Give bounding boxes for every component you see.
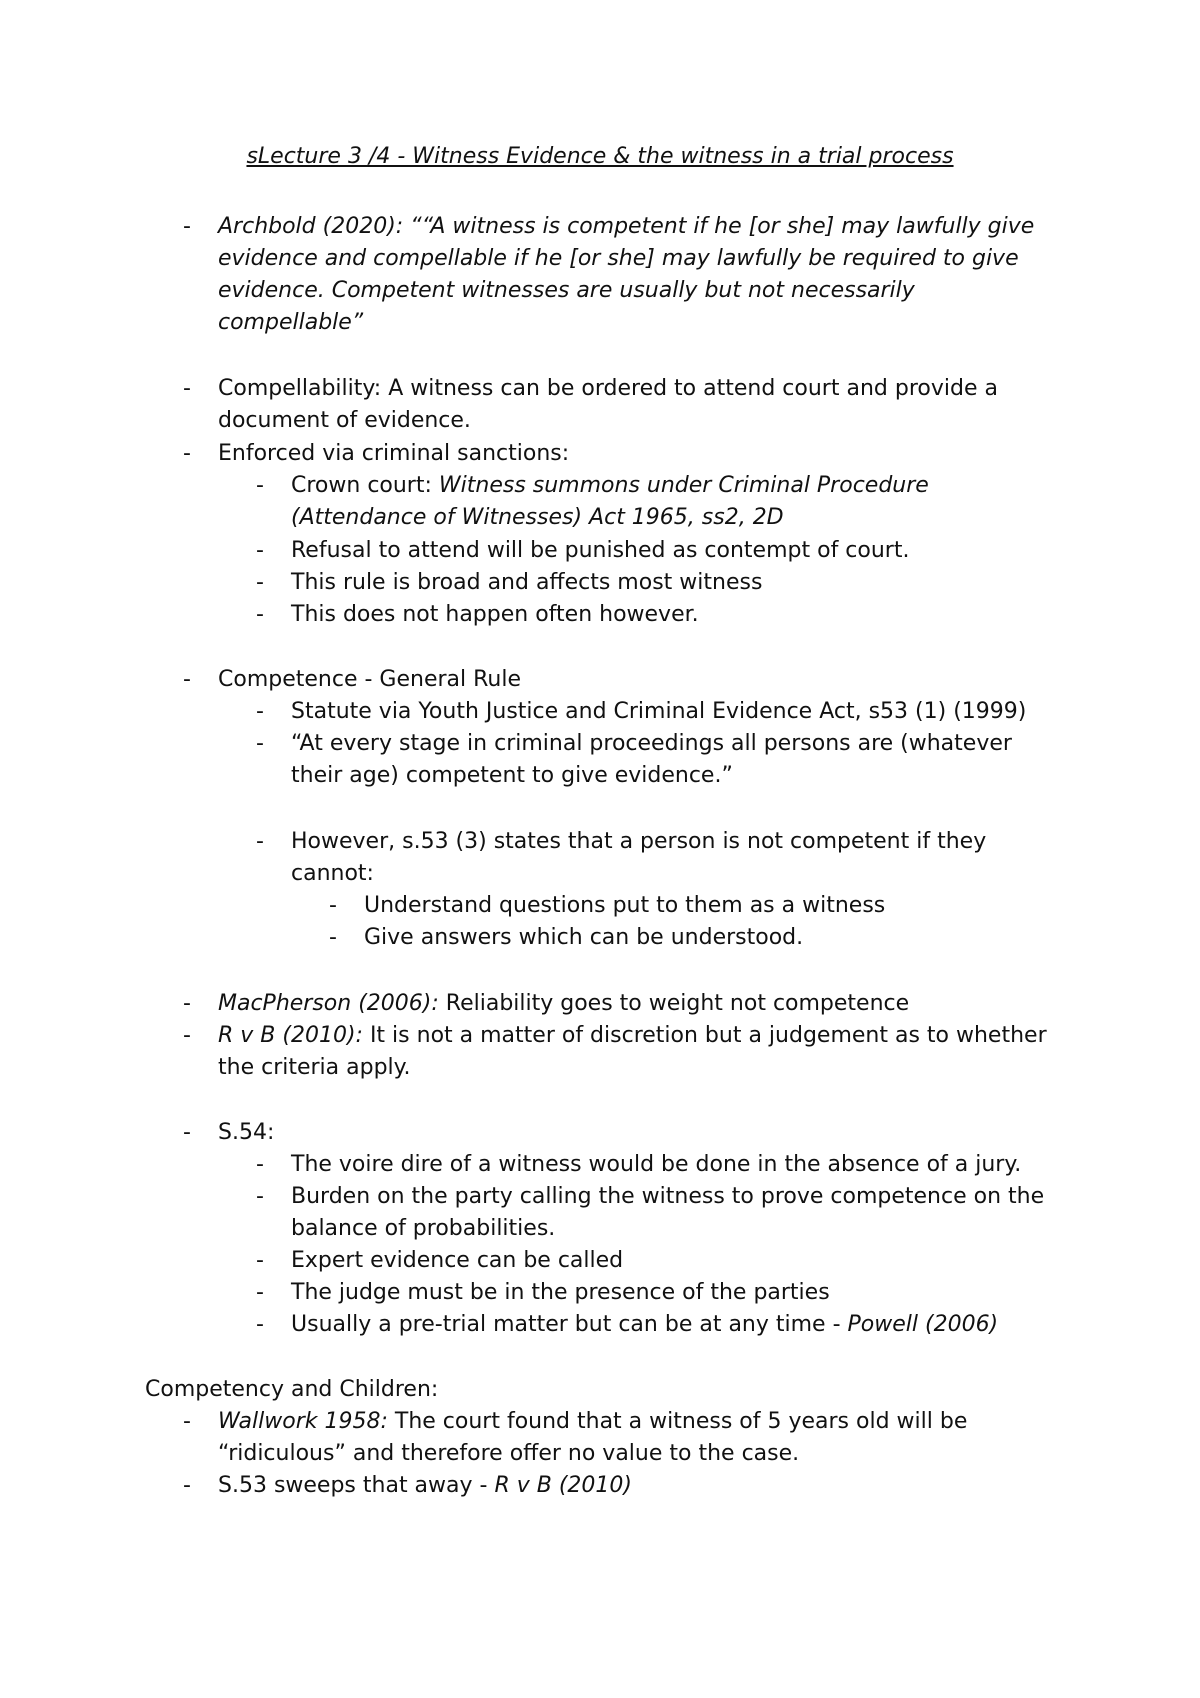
bullet-dash: -: [183, 376, 191, 401]
bullet-dash: -: [256, 602, 264, 627]
voire-dire-text: The voire dire of a witness would be done in the absence of a jury.: [291, 1152, 1022, 1177]
archbold-line-4: compellable”: [218, 310, 364, 335]
list-item-s54: [183, 1117, 274, 1149]
pre-trial-text: Usually a pre-trial matter but can be at any time -: [291, 1312, 848, 1337]
list-item-burden: [256, 1181, 1044, 1245]
list-item-competence: [183, 664, 521, 696]
bullet-dash: -: [183, 991, 191, 1016]
list-item-voire-dire: [256, 1149, 1021, 1181]
bullet-dash: -: [256, 473, 264, 498]
bullet-dash: -: [183, 1120, 191, 1145]
archbold-line-2: evidence and compellable if he [or she] may lawfully be required to give: [218, 246, 1019, 271]
wallwork-case: Wallwork 1958:: [218, 1409, 388, 1434]
list-item-macpherson: [183, 988, 909, 1020]
bullet-dash: -: [329, 925, 337, 950]
list-item-crown-court: [256, 470, 929, 534]
page-title: sLecture 3 /4 - Witness Evidence & the witness in a trial process: [246, 144, 954, 169]
list-item-compellability: [183, 373, 998, 437]
statute-text: Statute via Youth Justice and Criminal Evidence Act, s53 (1) (1999): [291, 699, 1027, 724]
list-item-give-answers: [329, 922, 803, 954]
powell-case: Powell (2006): [847, 1312, 999, 1337]
however-line-1: However, s.53 (3) states that a person is not competent if they: [291, 829, 987, 854]
bullet-dash: -: [329, 893, 337, 918]
bullet-dash: -: [256, 699, 264, 724]
bullet-dash: -: [183, 667, 191, 692]
wallwork-text: The court found that a witness of 5 years old will be: [387, 1409, 968, 1434]
bullet-dash: -: [183, 1023, 191, 1048]
list-item-judge: [256, 1277, 830, 1309]
crown-court-statute-line-1: Witness summons under Criminal Procedure: [438, 473, 929, 498]
refusal-text: Refusal to attend will be punished as contempt of court.: [291, 538, 910, 563]
bullet-dash: -: [183, 1409, 191, 1434]
give-answers-text: Give answers which can be understood.: [364, 925, 804, 950]
wallwork-line-2: “ridiculous” and therefore offer no value to the case.: [218, 1441, 800, 1466]
quote-line-2: their age) competent to give evidence.”: [291, 763, 733, 788]
bullet-dash: -: [183, 214, 191, 239]
expert-text: Expert evidence can be called: [291, 1248, 624, 1273]
r-v-b-case: R v B (2010):: [218, 1023, 363, 1048]
list-item-not-often: [256, 599, 699, 631]
list-item-pre-trial: [256, 1309, 998, 1341]
list-item-expert: [256, 1245, 623, 1277]
crown-court-prefix: Crown court:: [291, 473, 439, 498]
bullet-dash: -: [183, 441, 191, 466]
bullet-dash: -: [256, 570, 264, 595]
bullet-dash: -: [256, 1152, 264, 1177]
list-item-s53-sweeps: [183, 1470, 632, 1502]
bullet-dash: -: [256, 1280, 264, 1305]
list-item-wallwork: [183, 1406, 967, 1470]
judge-text: The judge must be in the presence of the parties: [291, 1280, 830, 1305]
list-item-archbold: [183, 211, 1034, 339]
quote-line-1: “At every stage in criminal proceedings all persons are (whatever: [291, 731, 1012, 756]
bullet-dash: -: [256, 731, 264, 756]
crown-court-statute-line-2: (Attendance of Witnesses) Act 1965, ss2, 2D: [291, 505, 784, 530]
list-item-enforced: [183, 438, 569, 470]
bullet-dash: -: [256, 1184, 264, 1209]
enforced-label: Enforced via criminal sanctions:: [218, 441, 570, 466]
however-line-2: cannot:: [291, 861, 374, 886]
competence-label: Competence - General Rule: [218, 667, 521, 692]
bullet-dash: -: [256, 829, 264, 854]
archbold-line-3: evidence. Competent witnesses are usually but not necessarily: [218, 278, 915, 303]
list-item-refusal: [256, 535, 909, 567]
r-v-b-line-2: the criteria apply.: [218, 1055, 411, 1080]
macpherson-case: MacPherson (2006):: [218, 991, 439, 1016]
list-item-however: [256, 826, 986, 890]
compellability-line-2: document of evidence.: [218, 408, 471, 433]
bullet-dash: -: [256, 538, 264, 563]
section-heading-children: Competency and Children:: [145, 1377, 439, 1402]
list-item-r-v-b: [183, 1020, 1047, 1084]
compellability-line-1: Compellability: A witness can be ordered to attend court and provide a: [218, 376, 998, 401]
list-item-understand: [329, 890, 885, 922]
broad-rule-text: This rule is broad and affects most witness: [291, 570, 763, 595]
s53-sweeps-text: S.53 sweeps that away -: [218, 1473, 495, 1498]
s53-case: R v B (2010): [494, 1473, 633, 1498]
list-item-quote: [256, 728, 1012, 792]
understand-text: Understand questions put to them as a witness: [364, 893, 886, 918]
bullet-dash: -: [183, 1473, 191, 1498]
bullet-dash: -: [256, 1248, 264, 1273]
burden-line-2: balance of probabilities.: [291, 1216, 556, 1241]
burden-line-1: Burden on the party calling the witness to prove competence on the: [291, 1184, 1045, 1209]
bullet-dash: -: [256, 1312, 264, 1337]
macpherson-text: Reliability goes to weight not competence: [438, 991, 910, 1016]
list-item-statute: [256, 696, 1026, 728]
list-item-broad-rule: [256, 567, 762, 599]
s54-label: S.54:: [218, 1120, 275, 1145]
archbold-line-1: Archbold (2020): ““A witness is competent if he [or she] may lawfully give: [218, 214, 1035, 239]
r-v-b-text: It is not a matter of discretion but a judgement as to whether: [362, 1023, 1047, 1048]
not-often-text: This does not happen often however.: [291, 602, 699, 627]
